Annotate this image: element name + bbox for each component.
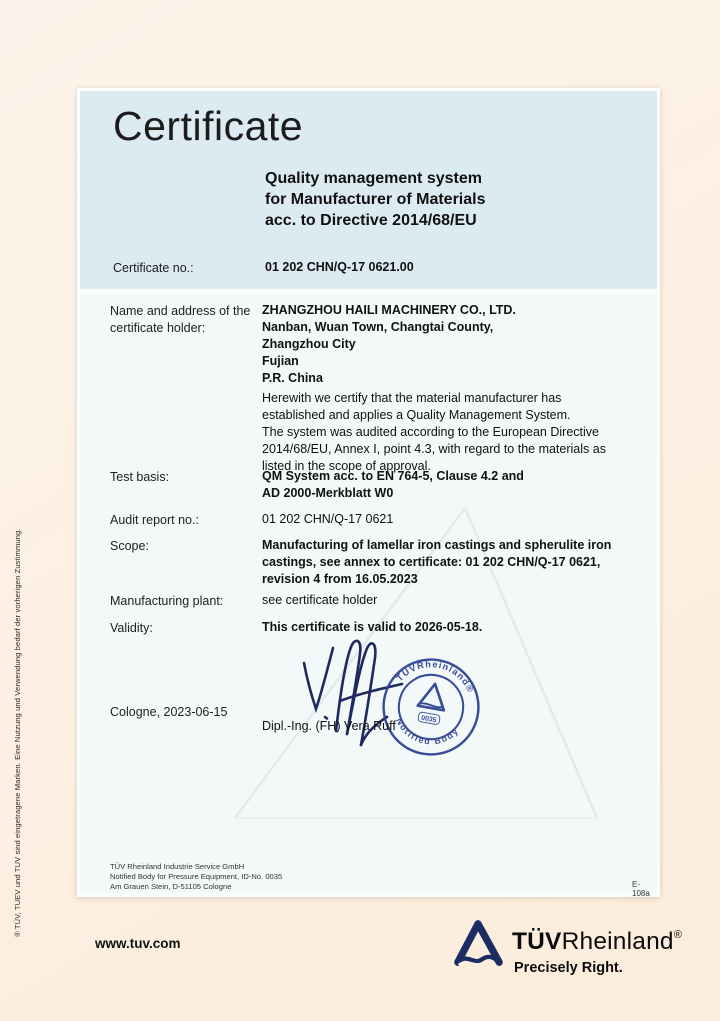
certificate-header <box>80 91 657 289</box>
seal-triangle-icon <box>418 682 448 711</box>
audit-report-label: Audit report no.: <box>110 513 199 527</box>
seal-top-text: TÜVRheinland® <box>394 659 476 695</box>
website-url: www.tuv.com <box>95 936 181 951</box>
validity-value: This certificate is valid to 2026-05-18. <box>262 620 483 634</box>
scope-value: Manufacturing of lamellar iron castings and spherulite iron castings, see annex to certificate: 01 202 CHN/Q-17 0621, revision 4 from 16.05.2023 <box>262 538 612 586</box>
signer-name: Dipl.-Ing. (FH) Vera Ruff <box>262 719 396 733</box>
validity-label: Validity: <box>110 621 153 635</box>
certificate-subtitle <box>265 168 485 231</box>
form-code: E-108a <box>632 880 650 898</box>
trademark-side-note: ® TÜV, TUEV und TUV sind eingetragene Marken. Eine Nutzung und Verwendung bedarf der vorherigen Zustimmung. <box>13 528 22 937</box>
test-basis-value: QM System acc. to EN 764-5, Clause 4.2 and AD 2000-Merkblatt W0 <box>262 469 524 500</box>
certificate-page <box>77 88 660 897</box>
brand-rheinland: Rheinland <box>561 928 674 955</box>
brand-tagline: Precisely Right. <box>514 960 623 976</box>
certification-statement: Herewith we certify that the material manufacturer has established and applies a Quality Management System. The system was audited according to the European Directive 2014/68/EU, Annex I, point 4.3, with regard to the materials as listed in the scope of approval. <box>262 391 606 473</box>
notified-body-seal <box>372 648 490 766</box>
holder-label: Name and address of the certificate holder: <box>110 304 251 335</box>
certificate-number-label: Certificate no.: <box>113 261 194 275</box>
subtitle-line: Quality management system <box>265 170 482 187</box>
certificate-number-value: 01 202 CHN/Q-17 0621.00 <box>265 260 414 274</box>
seal-number: 0035 <box>420 714 437 725</box>
issuer-address: TÜV Rheinland Industrie Service GmbH Notified Body for Pressure Equipment, ID-No. 0035 Am Grauen Stein, D-51105 Cologne <box>110 862 283 891</box>
place-date: Cologne, 2023-06-15 <box>110 705 228 719</box>
brand-wordmark <box>512 928 682 956</box>
manufacturing-plant-value: see certificate holder <box>262 593 378 607</box>
scope-label: Scope: <box>110 539 149 553</box>
registered-mark: ® <box>673 929 683 941</box>
test-basis-label: Test basis: <box>110 470 170 484</box>
tuv-rheinland-logo-icon <box>451 918 505 970</box>
audit-report-value: 01 202 CHN/Q-17 0621 <box>262 512 394 526</box>
brand-tuv: TÜV <box>512 928 562 955</box>
seal-bottom-text: Notified Body <box>394 716 461 747</box>
subtitle-line: acc. to Directive 2014/68/EU <box>265 212 477 229</box>
manufacturing-plant-label: Manufacturing plant: <box>110 594 224 608</box>
subtitle-line: for Manufacturer of Materials <box>265 191 486 208</box>
holder-value: ZHANGZHOU HAILI MACHINERY CO., LTD. Nanban, Wuan Town, Changtai County, Zhangzhou City Fujian P.R. China <box>262 303 516 385</box>
certificate-body <box>80 295 657 898</box>
certificate-title: Certificate <box>113 103 304 149</box>
